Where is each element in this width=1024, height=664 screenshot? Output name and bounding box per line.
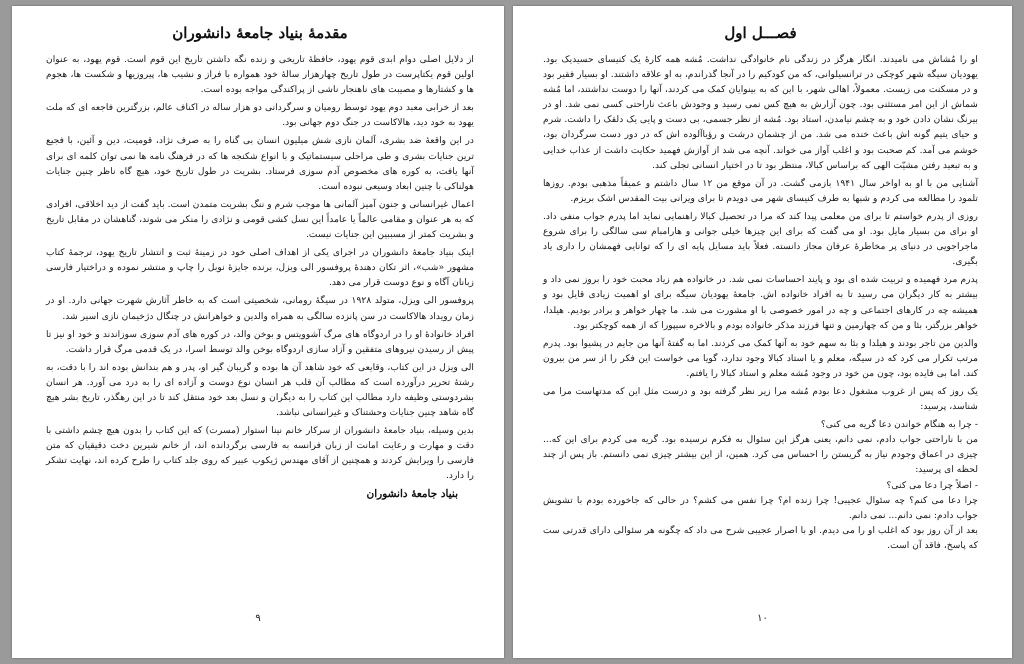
paragraph: او را مُشاش می نامیدند. انگار هرگز در زندگی نام خانوادگی نداشت. مُشه همه کارهٔ یک کنیسای حسیدیک بود. یهودیان سیگه شهر کوچکی در ترانسیلوانی، که من کودکیم را در آنجا گذراندم، به او علاقه داشتند. او بسیار فقیر بود و در مسکنت می زیست. معمولاً، اهالی شهر، با این که به بینوایان کمک می کردند، آنها را دوست نداشتند، اما مُشه شماش از این امر مستثنی بود. چون آزارش به هیچ کس نمی رسید و وجودش باعث ناراحتی کسی نمی شد. او در بیرنگ نشان دادن خود و به چشم نیامدن، استاد بود. مُشه از نظر جسمی، بی دست و پایی یک دلقک را داشت. شرم و حیای یتیم گونه اش باعث خنده می شد. من از چشمان درشت و رؤیاآلوده اش که در دور دست سرگردان بود، خوشم می آمد. کم صحبت بود و اغلب آواز می خواند. آنچه می شد از آوازش فهمید حکایت داشت از عذاب خدایی و به تبعید رفتن مشیّت الهی که براساس کبالا، منتظر بود تا در اختیار انسانی تجلی کند.: [543, 54, 978, 171]
dialog-line: - اصلاً چرا دعا می کنی؟: [886, 479, 978, 491]
paragraph: افراد خانوادهٔ او را در اردوگاه های مرگ آشوویتس و بوخن والد، در کوره های آدم سوزی سوزاندند و خود او نیز تا پیش از رسیدن نیروهای متفقین و آزاد سازی اردوگاه بوخن والد توسط اسرا، در یک قدمی مرگ قرار داشت.: [46, 328, 474, 355]
paragraph: آشنایی من با او به اواخر سال ۱۹۴۱ بازمی گشت. در آن موقع من ۱۲ سال داشتم و عمیقاً مذهبی بودم. روزها تلمود را مطالعه می کردم و شبها به طرف کنیسای شهر می دویدم تا برای ویرانی بیت المقدس اشک بریزم.: [543, 177, 978, 204]
paragraph: روزی از پدرم خواستم تا برای من معلمی پیدا کند که مرا در تحصیل کبالا راهنمایی نماید اما پدرم جواب منفی داد. او برای من بسیار مایل بود. او می گفت که برای این چیزها خیلی جوانی و هارامبام سی سالگی را برای شروع ماجراجویی در دنیای پر مخاطرهٔ عرفان مجاز دانسته. فعلاً باید مسایل پایه ای را که توانایی فهمشان را داری یاد بگیری.: [543, 210, 978, 268]
dialog-line: چرا دعا می کنم؟ چه سئوال عجیبی! چرا زنده ام؟ چرا نفس می کشم؟ در حالی که جاخورده بودم با تشویش جواب دادم: نمی دانم... نمی دانم.: [543, 494, 978, 521]
page-number-right: ۱۰: [757, 613, 768, 624]
dialog-line: بعد از آن روز بود که اغلب او را می دیدم. او با اصرار عجیبی شرح می داد که چگونه هر سئوالی دارای قدرتی ست که پاسخ، فاقد آن است.: [543, 524, 978, 551]
right-page: [513, 6, 1012, 658]
paragraph: از دلایل اصلی دوام ابدی قوم یهود، حافظهٔ تاریخی و زنده نگه داشتن تاریخ این قوم است. قوم یهود، به عنوان اولین قوم یکتاپرست در طول تاریخ چهارهزار سالهٔ خود همواره با فراز و نشیب ها، پیروزیها و شکست ها، هجوم ها و کشتارها و مصیبت های ناهنجار ناشی از پراکندگی مواجه بوده است.: [46, 54, 474, 96]
left-page: [12, 6, 504, 658]
dialog-line: - چرا به هنگام خواندن دعا گریه می کنی؟: [820, 419, 978, 431]
paragraph: بعد از خرابی معبد دوم یهود توسط رومیان و سرگردانی دو هزار ساله در اکناف عالم، بزرگترین فاجعه ای که ملت یهود به خود دید، هالاکاست در جنگ دوم جهانی بود.: [46, 102, 474, 129]
paragraph: والدین من تاجر بودند و هیلدا و بئا به سهم خود به آنها کمک می کردند. اما به گفتهٔ آنها من جایم در پشیوا بود. پدرم مرتب تکرار می کرد که در سیگه، معلم و یا استاد کبالا وجود ندارد، گویا می خواست این فکر را از سر من بیرون کند. اما بی فایده بود، چون من خود در وجود مُشه معلم و استاد کبالا را یافتم.: [543, 337, 978, 379]
paragraph: در این واقعهٔ ضد بشری، آلمان نازی شش میلیون انسان بی گناه را به صرف نژاد، قومیت، دین و آئین، با فجیع ترین جنایات بشری و طی مراحلی سیستماتیک و با انواع شکنجه ها که در فرهنگ نامه ها نمی توان کلمه ای برای آنها یافت، به کوره های مخصوص آدم سوزی فرستاد. بشریت در طول تاریخ خود، هیچ گاه ناظر چنین جنایات هولناکی با چنین ابعاد وسیعی نبوده است.: [46, 135, 474, 192]
page-number-left: ۹: [255, 613, 261, 624]
paragraph: اعمال غیرانسانی و جنون آمیز آلمانی ها موجب شرم و ننگ بشریت متمدن است. باید گفت از دید اخلاقی، افرادی که به هر عنوان و مقامی عالماً یا عامداً این نسل کشی قومی و نژادی را منکر می شوند، گناهشان در مقابل تاریخ و بشریت کمتر از مسببین این جنایات نیست.: [46, 198, 474, 241]
dialog-line: من با ناراحتی جواب دادم، نمی دانم، یعنی هرگز این سئوال به فکرم نرسیده بود. گریه می کردم برای این که... چیزی در اعماق وجودم نیاز به گریستن را احساس می کرد. همین، از این بیشتر چیزی نمی دانستم. باز پس از چند لحظه ای پرسید:: [543, 434, 978, 476]
paragraph: پدرم مرد فهمیده و تربیت شده ای بود و پایند احساسات نمی شد. در خانواده هم زیاد محبت خود را بروز نمی داد و بیشتر به کار دیگران می رسید تا به افراد خانواده اش. جامعهٔ یهودیان سیگه برای او اهمیت زیادی قایل بود و همیشه چه در کارهای اجتماعی و چه در امور خصوصی با او مشورت می شد. ما چهار خواهر و برادر بودیم. هیلدا، خواهر بزرگتر، بئا و من که چهارمین و تنها فرزند مذکر خانواده بودم و بالاخره سیپورا که از همه کوچکتر بود.: [543, 274, 978, 331]
signature: بنیاد جامعهٔ دانشوران: [366, 487, 458, 500]
paragraph: اینک بنیاد جامعهٔ دانشوران در اجرای یکی از اهداف اصلی خود در زمینهٔ ثبت و انتشار تاریخ یهود، ترجمهٔ کتاب مشهور «شب»، اثر تکان دهندهٔ پروفسور الی ویزل، برنده جایزهٔ نوبل را چاپ و منتشر نموده و دراختیار فارسی زبانان آگاه و نوع دوست قرار می دهد.: [46, 247, 474, 289]
paragraph: الی ویزل در این کتاب، وقایعی که خود شاهد آن ها بوده و گریبان گیر او، پدر و هم بندانش بوده اند را با دقت، به رشتهٔ تحریر درآورده است که مطالب آن قلب هر انسان نوع دوست و آزاده ای را به درد می آورد. هر انسان بشردوستی وظیفه دارد مطالب این کتاب را به دیگران و نسل بعد خود منتقل کند تا در این رهگذر، تاریخ بشر هیچ گاه شاهد چنین جنایات وحشتناک و غیرانسانی نباشد.: [46, 361, 474, 419]
paragraph: بدین وسیله، بنیاد جامعهٔ دانشوران از سرکار خانم نینا استوار (مسرت) که این کتاب را بدون هیچ چشم داشتی با دقت و مهارت و رعایت امانت از زبان فرانسه به فارسی برگردانده اند، از خانم شیرین دخت دقیقیان که متن فارسی را ویرایش کردند و همچنین از آقای مهندس ژیکوب عبیر که روی جلد کتاب را طرح کرده اند، نهایت تشکر را دارد.: [46, 425, 474, 482]
paragraph: یک روز که پس از غروب مشغول دعا بودم مُشه مرا زیر نظر گرفته بود و درست مثل این که مدتهاست مرا می شناسد، پرسید:: [543, 385, 978, 413]
left-page-title: مقدمهٔ بنیاد جامعهٔ دانشوران: [172, 24, 348, 42]
chapter-title: فصـــل اول: [724, 24, 797, 42]
paragraph: پروفسور الی ویزل، متولد ۱۹۲۸ در سیگهٔ رومانی، شخصیتی است که به خاطر آثارش شهرت جهانی دارد. او در زمان رویداد هالاکاست در سن پانزده سالگی به همراه والدین و خواهرانش در چنگال دژخیمان نازی اسیر شد.: [46, 295, 474, 322]
